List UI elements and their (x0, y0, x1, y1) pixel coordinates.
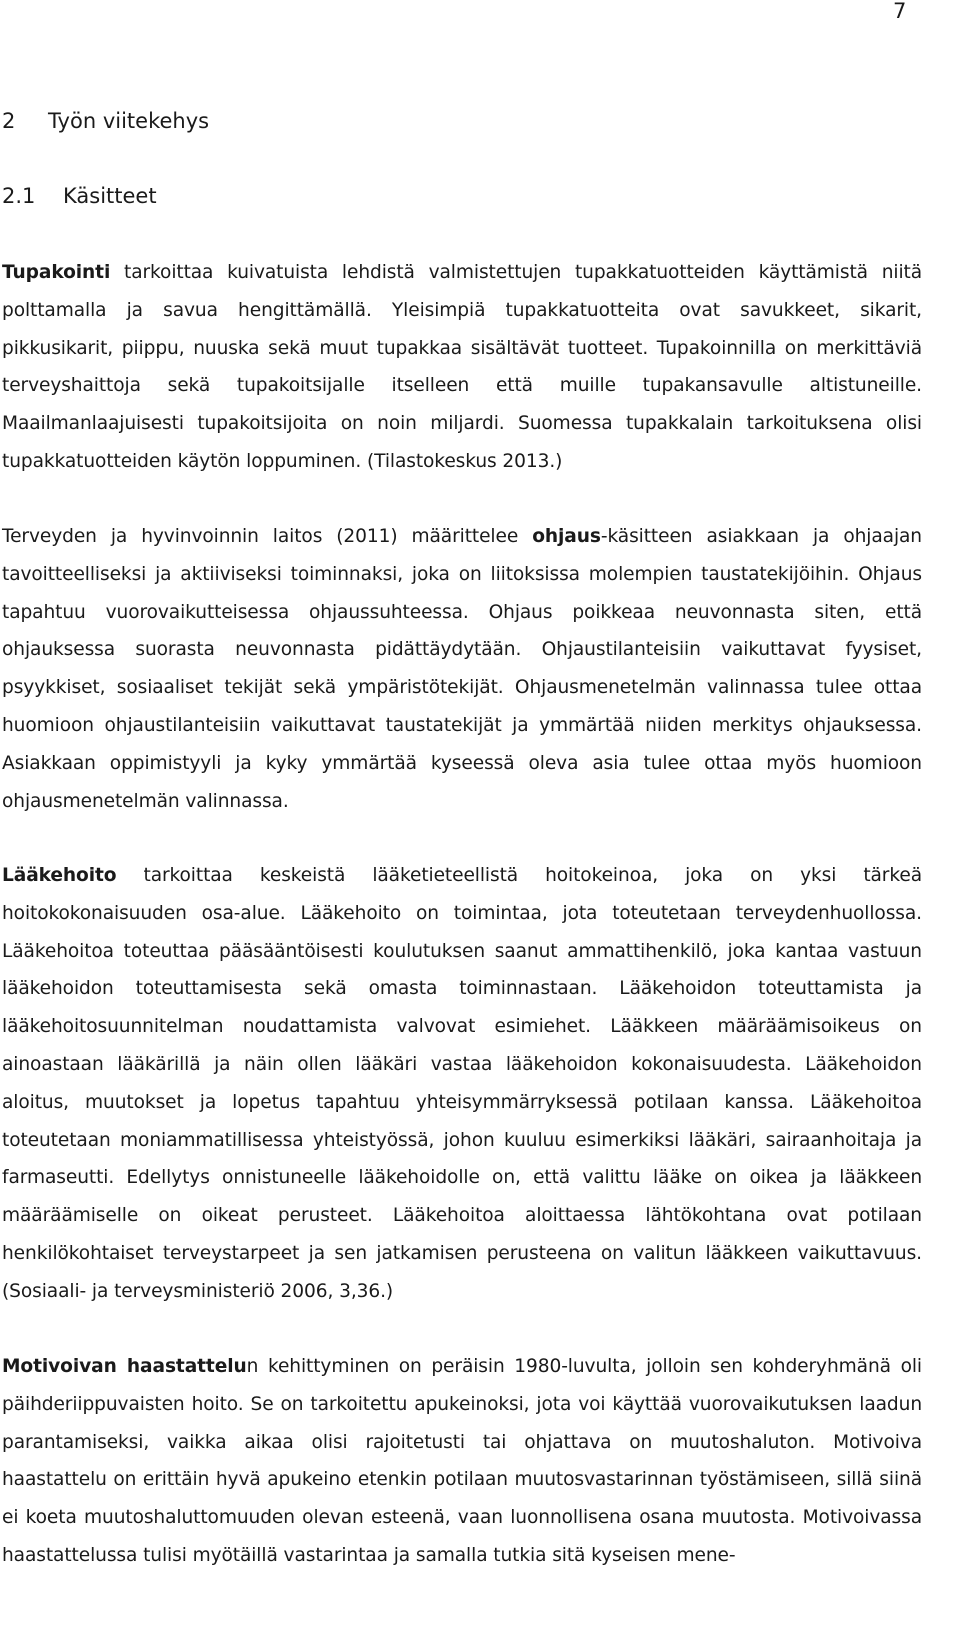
paragraph-tupakointi (2, 254, 922, 481)
paragraph-ohjaus (2, 518, 922, 820)
subsection-title: Käsitteet (63, 184, 157, 208)
paragraph-text-after: -käsitteen asiakkaan ja ohjaajan tavoitteelliseksi ja aktiiviseksi toiminnaksi, joka on liitoksissa molempien taustatekijöihin. Ohjaus tapahtuu vuorovaikutteisessa ohjaussuhteessa. Ohjaus poikkeaa neuvonnasta siten, että ohjauksessa suorasta neuvonnasta pidättäydytään. Ohjaustilanteisiin vaikuttavat fyysiset, psyykkiset, sosiaaliset tekijät sekä ympäristötekijät. Ohjausmenetelmän valinnassa tulee ottaa huomioon ohjaustilanteisiin vaikuttavat taustatekijät ja ymmärtää niiden merkitys ohjauksessa. Asiakkaan oppimistyyli ja kyky ymmärtää kyseessä oleva asia tulee ottaa myös huomioon ohjausmenetelmän valinnassa. (2, 526, 922, 812)
paragraph-motivoiva-haastattelu (2, 1348, 922, 1575)
paragraph-text-before: Terveyden ja hyvinvoinnin laitos (2011) määrittelee (2, 526, 533, 547)
term-tupakointi: Tupakointi (2, 262, 111, 283)
section-number: 2 (2, 109, 16, 133)
paragraph-text: tarkoittaa kuivatuista lehdistä valmistettujen tupakkatuotteiden käyttämistä niitä polttamalla ja savua hengittämällä. Yleisimpiä tupakkatuotteita ovat savukkeet, sikarit, pikkusikarit, piippu, nuuska sekä muut tupakkaa sisältävät tuotteet. Tupakoinnilla on merkittäviä terveyshaittoja sekä tupakoitsijalle itselleen että muille tupakansavulle altistuneille. Maailmanlaajuisesti tupakoitsijoita on noin miljardi. Suomessa tupakkalain tarkoituksena olisi tupakkatuotteiden käytön loppuminen. (Tilastokeskus 2013.) (2, 262, 922, 472)
paragraph-text: n kehittyminen on peräisin 1980-luvulta, jolloin sen kohderyhmänä oli päihderiippuvaisten hoito. Se on tarkoitettu apukeinoksi, jota voi käyttää vuorovaikutuksen laadun parantamiseksi, vaikka aikaa olisi rajoitetusti tai ohjattava on muutoshaluton. Motivoiva haastattelu on erittäin hyvä apukeino etenkin potilaan muutosvastarinnan työstämiseen, sillä siinä ei koeta muutoshaluttomuuden olevan esteenä, vaan luonnollisena osana muutosta. Motivoivassa haastattelussa tulisi myötäillä vastarintaa ja samalla tutkia sitä kyseisen mene- (2, 1356, 922, 1566)
term-motivoiva-haastattelu: Motivoivan haastattelu (2, 1356, 247, 1377)
section-heading (2, 108, 209, 134)
term-ohjaus: ohjaus (532, 526, 601, 547)
paragraph-text: tarkoittaa keskeistä lääketieteellistä hoitokeinoa, joka on yksi tärkeä hoitokokonaisuuden osa-alue. Lääkehoito on toimintaa, jota toteutetaan terveydenhuollossa. Lääkehoitoa toteuttaa pääsääntöisesti koulutuksen saanut ammattihenkilö, joka kantaa vastuun lääkehoidon toteuttamisesta sekä omasta toiminnastaan. Lääkehoidon toteuttamista ja lääkehoitosuunnitelman noudattamista valvovat esimiehet. Lääkkeen määräämisoikeus on ainoastaan lääkärillä ja näin ollen lääkäri vastaa lääkehoidon kokonaisuudesta. Lääkehoidon aloitus, muutokset ja lopetus tapahtuu yhteisymmärryksessä potilaan kanssa. Lääkehoitoa toteutetaan moniammatillisessa yhteistyössä, johon kuuluu esimerkiksi lääkäri, sairaanhoitaja ja farmaseutti. Edellytys onnistuneelle lääkehoidolle on, että valittu lääke on oikea ja lääkkeen määräämiselle on oikeat perusteet. Lääkehoitoa aloittaessa lähtökohtana ovat potilaan henkilökohtaiset terveystarpeet ja sen jatkamisen perusteena on valitun lääkkeen vaikuttavuus. (Sosiaali- ja terveysministeriö 2006, 3,36.) (2, 865, 922, 1302)
page-number: 7 (893, 0, 907, 23)
paragraph-laakehoito (2, 857, 922, 1311)
section-title: Työn viitekehys (48, 109, 210, 133)
subsection-number: 2.1 (2, 184, 36, 208)
subsection-heading (2, 183, 157, 209)
term-laakehoito: Lääkehoito (2, 865, 117, 886)
